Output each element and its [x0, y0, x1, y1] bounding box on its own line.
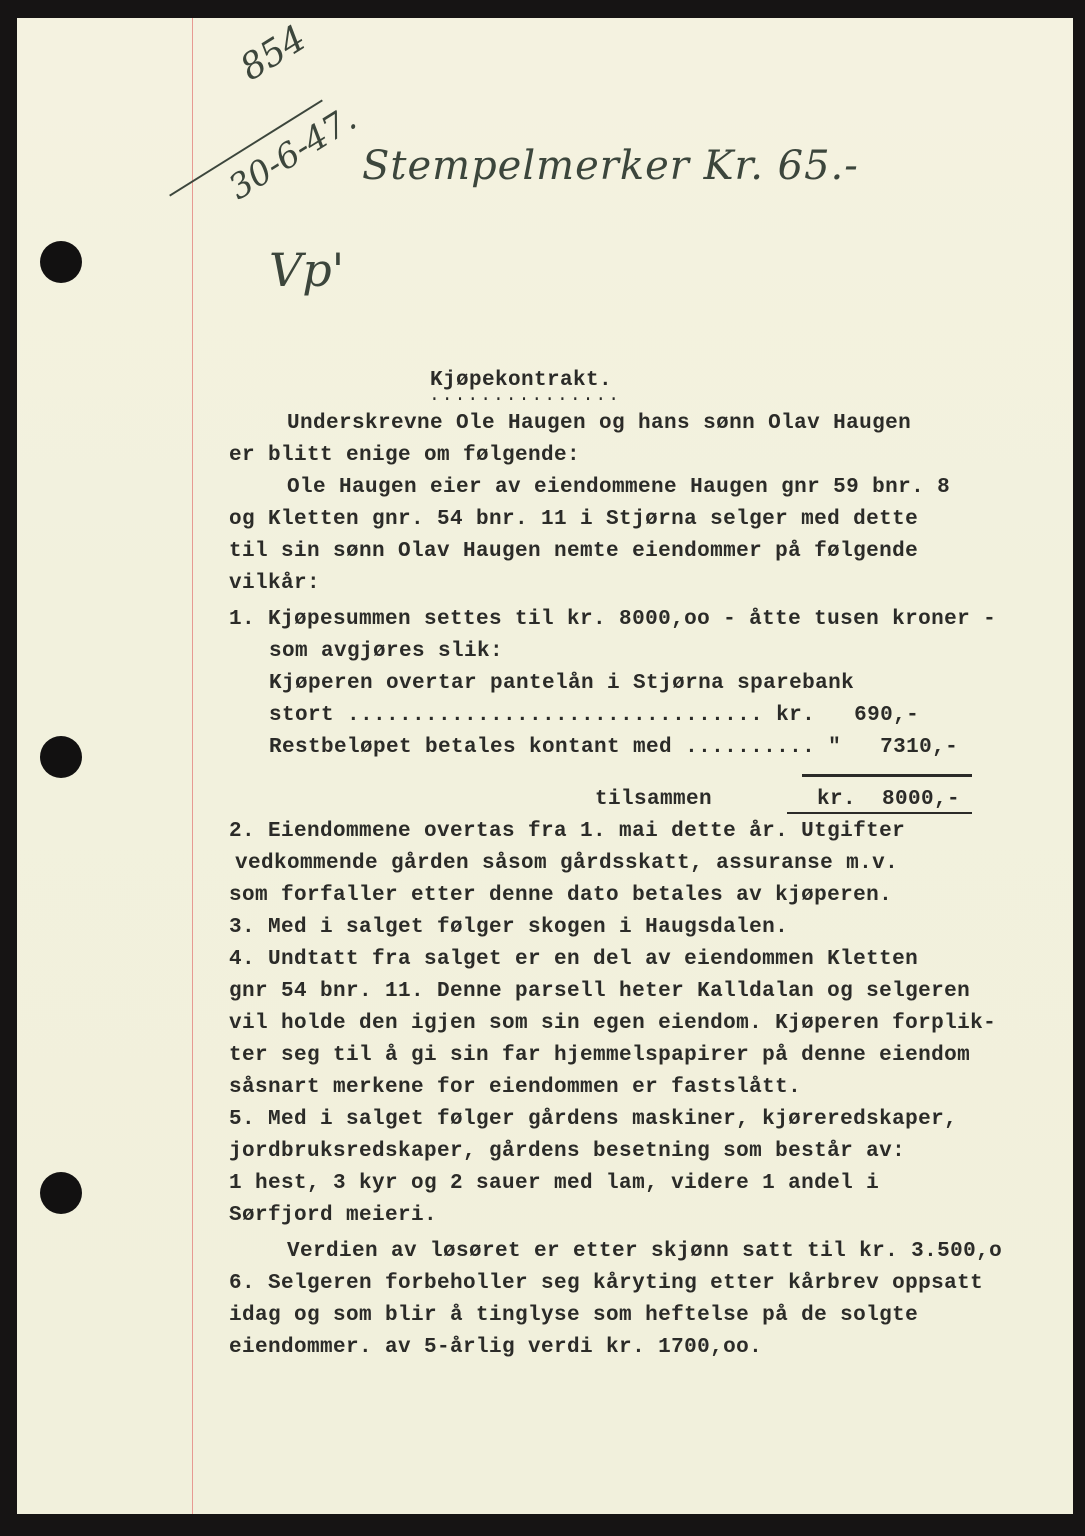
handwritten-stamp-note: Stempelmerker Kr. 65.-: [362, 143, 859, 189]
clause-5-line: 5. Med i salget følger gårdens maskiner, kjøreredskaper,: [229, 1108, 958, 1131]
sum-rule-bottom: [787, 812, 972, 814]
clause-1-line: Restbeløpet betales kontant med .......... " 7310,-: [269, 736, 959, 759]
handwritten-date: 30-6-47.: [221, 98, 364, 208]
handwritten-registry-number: 854: [233, 17, 314, 90]
clause-3-line: 3. Med i salget følger skogen i Haugsdalen.: [229, 916, 789, 939]
sum-rule-top: [802, 774, 972, 777]
clause-6-line: idag og som blir å tinglyse som heftelse på de solgte: [229, 1304, 919, 1327]
clause-2-line: som forfaller etter denne dato betales av kjøperen.: [229, 884, 893, 907]
text-line: og Kletten gnr. 54 bnr. 11 i Stjørna selger med dette: [229, 508, 919, 531]
clause-6-line: eiendommer. av 5-årlig verdi kr. 1700,oo.: [229, 1336, 763, 1359]
margin-line: [192, 18, 193, 1514]
text-line: vilkår:: [229, 572, 321, 595]
punch-hole-top: [40, 241, 82, 283]
clause-6-line: 6. Selgeren forbeholler seg kåryting etter kårbrev oppsatt: [229, 1272, 984, 1295]
document-page: [17, 18, 1073, 1514]
text-line: er blitt enige om følgende:: [229, 444, 581, 467]
clause-5-line: Sørfjord meieri.: [229, 1204, 438, 1227]
text-line: til sin sønn Olav Haugen nemte eiendommer på følgende: [229, 540, 919, 563]
clause-4-line: såsnart merkene for eiendommen er fastslått.: [229, 1076, 802, 1099]
clause-4-line: ter seg til å gi sin far hjemmelspapirer på denne eiendom: [229, 1044, 971, 1067]
handwritten-initials: Vp': [269, 243, 345, 297]
text-line: Underskrevne Ole Haugen og hans sønn Olav Haugen: [287, 412, 912, 435]
document-title: Kjøpekontrakt.: [430, 369, 613, 392]
punch-hole-bottom: [40, 1172, 82, 1214]
text-line: Ole Haugen eier av eiendommene Haugen gnr 59 bnr. 8: [287, 476, 951, 499]
clause-4-line: 4. Undtatt fra salget er en del av eiendommen Kletten: [229, 948, 919, 971]
title-underline: ...............: [429, 386, 622, 406]
punch-hole-middle: [40, 736, 82, 778]
valuation-line: Verdien av løsøret er etter skjønn satt til kr. 3.500,o: [287, 1240, 1003, 1263]
total-amount: kr. 8000,-: [817, 788, 961, 811]
clause-1-line: som avgjøres slik:: [269, 640, 504, 663]
clause-2-line: 2. Eiendommene overtas fra 1. mai dette år. Utgifter: [229, 820, 906, 843]
clause-1-line: 1. Kjøpesummen settes til kr. 8000,oo - åtte tusen kroner -: [229, 608, 997, 631]
clause-5-line: 1 hest, 3 kyr og 2 sauer med lam, videre 1 andel i: [229, 1172, 880, 1195]
clause-5-line: jordbruksredskaper, gårdens besetning som består av:: [229, 1140, 906, 1163]
total-label: tilsammen: [595, 788, 713, 811]
clause-1-line: Kjøperen overtar pantelån i Stjørna sparebank: [269, 672, 855, 695]
clause-1-line: stort ................................ kr. 690,-: [269, 704, 920, 727]
clause-4-line: gnr 54 bnr. 11. Denne parsell heter Kalldalan og selgeren: [229, 980, 971, 1003]
clause-2-line: vedkommende gården såsom gårdsskatt, assuranse m.v.: [235, 852, 899, 875]
clause-4-line: vil holde den igjen som sin egen eiendom. Kjøperen forplik-: [229, 1012, 997, 1035]
